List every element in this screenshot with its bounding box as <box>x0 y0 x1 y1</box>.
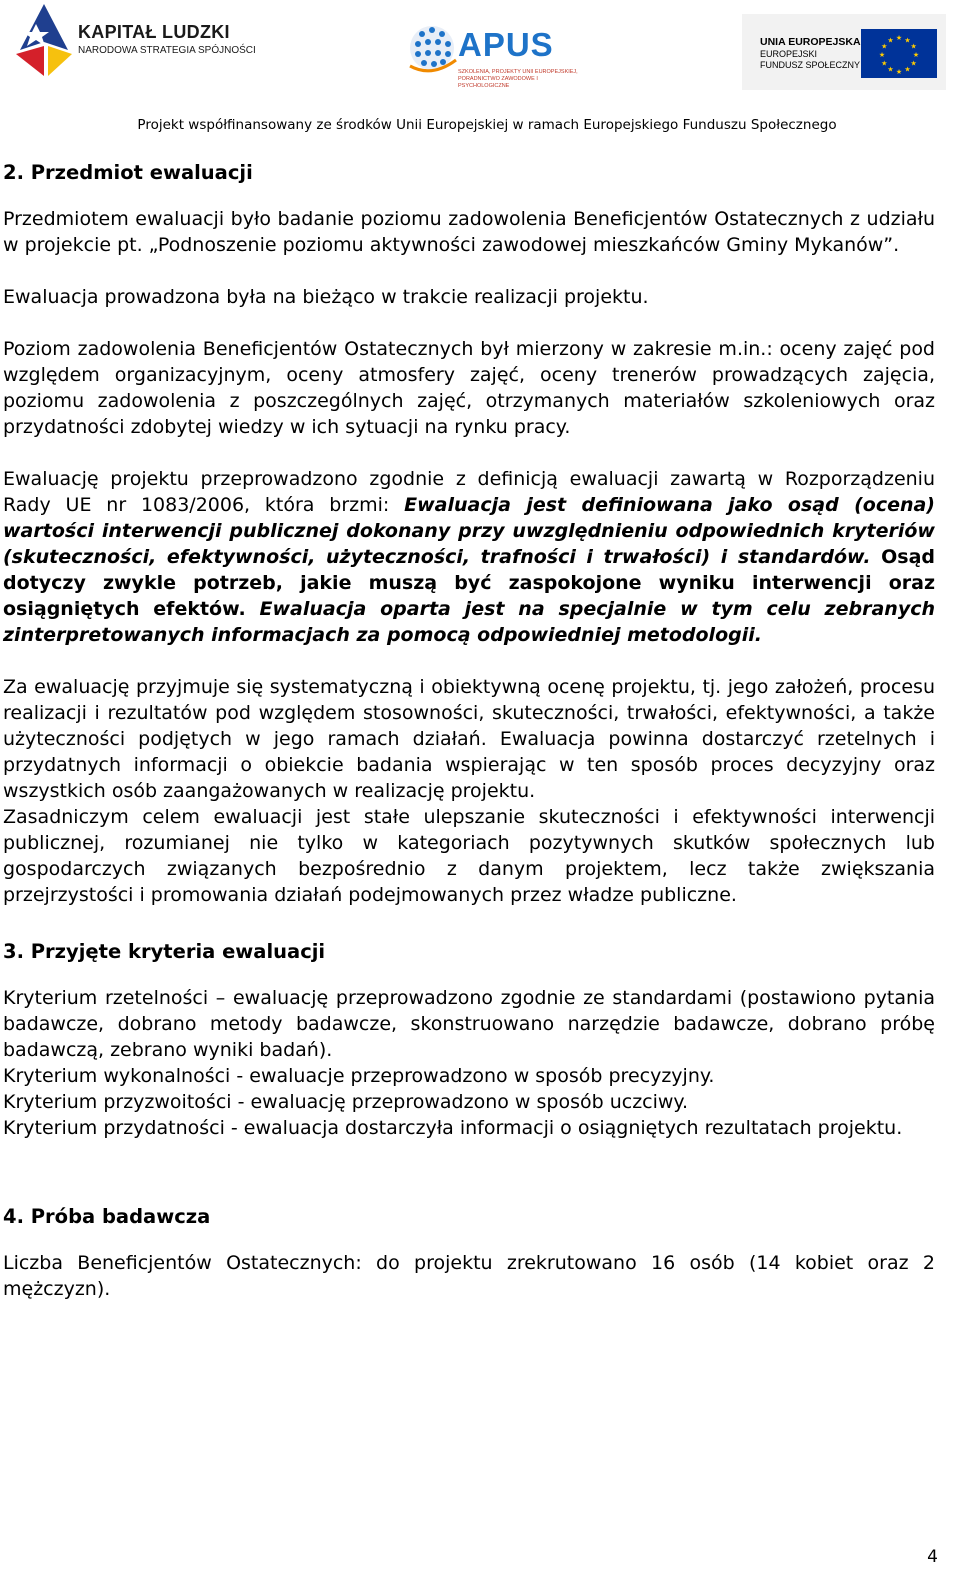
svg-text:★: ★ <box>881 59 888 68</box>
svg-text:★: ★ <box>895 68 903 76</box>
definition-intro: Ewaluację projektu przeprowadzono zgodnie z definicją ewaluacji zawartą w Rozporządzeniu Rady UE nr 1083/2006, która brzmi: <box>3 468 935 516</box>
document-body <box>3 160 935 1302</box>
kapital-ludzki-emblem-icon <box>14 2 74 78</box>
svg-text:★: ★ <box>910 42 917 51</box>
kapital-ludzki-subtitle: NARODOWA STRATEGIA SPÓJNOŚCI <box>78 45 256 56</box>
section-4-paragraph-1: Liczba Beneficjentów Ostatecznych: do projektu zrekrutowano 16 osób (14 kobiet oraz 2 mężczyzn). <box>3 1252 935 1300</box>
section-2-heading: 2. Przedmiot ewaluacji <box>3 161 253 184</box>
svg-text:★: ★ <box>878 51 886 59</box>
section-4-heading: 4. Próba badawcza <box>3 1205 211 1228</box>
criterion-feasibility: Kryterium wykonalności - ewaluacje przeprowadzono w sposób precyzyjny. <box>3 1065 715 1087</box>
section-2-paragraph-1: Przedmiotem ewaluacji było badanie poziomu zadowolenia Beneficjentów Ostatecznych z udziału w projekcie pt. „Podnoszenie poziomu aktywności zawodowej mieszkańców Gminy Mykanów”. <box>3 208 935 256</box>
criterion-reliability: Kryterium rzetelności – ewaluację przeprowadzono zgodnie ze standardami (postawiono pytania badawcze, dobrano metody badawcze, skonstruowano narzędzie badawcze, dobrano próbę badawczą, zebrano wyniki badań). <box>3 987 935 1061</box>
eu-efs-logo <box>742 14 946 90</box>
definition-part-1: Ewaluacja jest definiowana jako osąd (ocena) wartości interwencji publicznej dokonany przy uwzględnieniu odpowiednich kryteriów (skuteczności, efektywności, użyteczności, trafności i trwałości) i standardów. <box>3 494 935 568</box>
cofinance-note: Projekt współfinansowany ze środków Unii Europejskiej w ramach Europejskiego Funduszu Społecznego <box>137 117 837 133</box>
apus-wordmark: APUS <box>458 26 554 63</box>
eu-subtitle-2: FUNDUSZ SPOŁECZNY <box>760 60 861 70</box>
eu-subtitle-1: EUROPEJSKI <box>760 49 818 59</box>
section-2-paragraph-3: Poziom zadowolenia Beneficjentów Ostatecznych był mierzony w zakresie m.in.: oceny zajęć pod względem organizacyjnym, oceny atmosfery zajęć, oceny trenerów prowadzących zajęcia, poziomu zadowolenia z poszczególnych zajęć, otrzymanych materiałów szkoleniowych oraz przydatności zdobytej wiedzy w ich sytuacji na rynku pracy. <box>3 338 935 438</box>
svg-text:★: ★ <box>904 36 911 45</box>
svg-text:★: ★ <box>887 65 894 74</box>
definition-part-3: Ewaluacja oparta jest na specjalnie w tym celu zebranych zinterpretowanych informacjach za pomocą odpowiedniej metodologii. <box>3 598 935 646</box>
svg-text:★: ★ <box>912 51 920 59</box>
section-2-paragraph-2: Ewaluacja prowadzona była na bieżąco w trakcie realizacji projektu. <box>3 286 649 308</box>
section-2-paragraph-4 <box>3 466 935 648</box>
page-number: 4 <box>927 1547 938 1567</box>
section-3-heading: 3. Przyjęte kryteria ewaluacji <box>3 940 326 963</box>
criterion-usefulness: Kryterium przydatności - ewaluacja dostarczyła informacji o osiągniętych rezultatach projektu. <box>3 1117 903 1139</box>
section-2-paragraph-5: Za ewaluację przyjmuje się systematyczną i obiektywną ocenę projektu, tj. jego założeń, procesu realizacji i rezultatów pod względem stosowności, skuteczności, trwałości, efektywności, a także użyteczności podjętych w jego ramach działań. Ewaluacja powinna dostarczyć rzetelnych i przydatnych informacji o obiekcie badania wspierając w ten sposób proces decyzyjny oraz wszystkich osób zaangażowanych w realizację projektu. <box>3 676 935 802</box>
svg-text:★: ★ <box>895 34 903 42</box>
eu-flag-icon <box>861 29 937 78</box>
section-2-paragraph-6: Zasadniczym celem ewaluacji jest stałe ulepszanie skuteczności i efektywności interwencji publicznej, rozumianej nie tylko w kategoriach pozytywnych skutków społecznych lub gospodarczych związanych bezpośrednio z danym projektem, lecz także zwiększania przejrzystości i promowania działań podejmowanych przez władze publiczne. <box>3 806 935 906</box>
svg-text:★: ★ <box>904 65 911 74</box>
svg-text:★: ★ <box>881 42 888 51</box>
eu-title: UNIA EUROPEJSKA <box>760 36 861 48</box>
apus-logo <box>408 18 583 88</box>
kapital-ludzki-logo <box>14 2 256 78</box>
criterion-propriety: Kryterium przyzwoitości - ewaluację przeprowadzono w sposób uczciwy. <box>3 1091 689 1113</box>
svg-text:★: ★ <box>887 36 894 45</box>
apus-tagline: SZKOLENIA, PROJEKTY UNII EUROPEJSKIEJ, PORADNICTWO ZAWODOWE I PSYCHOLOGICZNE <box>458 69 578 89</box>
globe-icon <box>408 20 458 80</box>
definition-part-2: Osąd dotyczy zwykle potrzeb, jakie muszą być zaspokojone wyniku interwencji oraz osiągniętych efektów. <box>3 546 936 620</box>
svg-text:★: ★ <box>910 59 917 68</box>
kapital-ludzki-title: KAPITAŁ LUDZKI <box>78 22 230 42</box>
